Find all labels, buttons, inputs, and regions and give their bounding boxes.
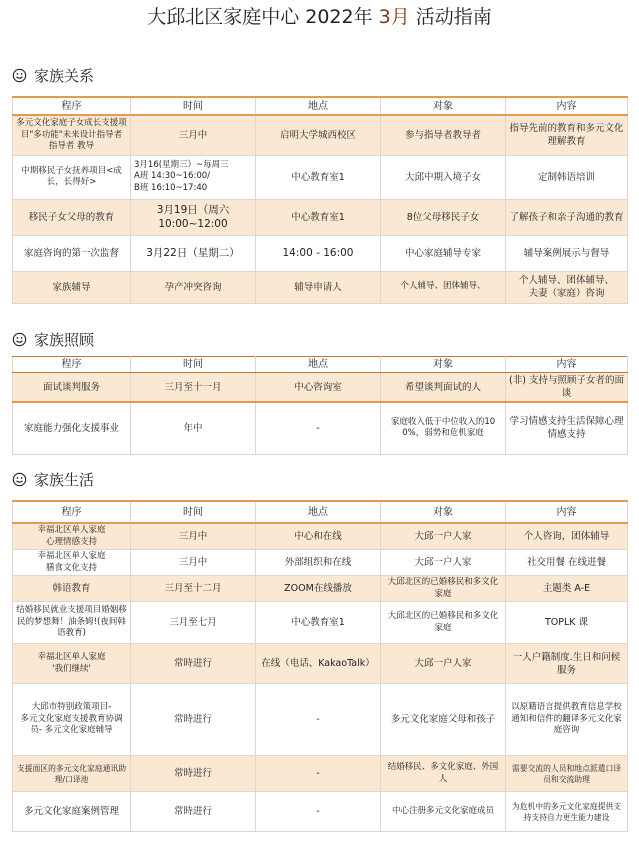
table-row bbox=[13, 199, 628, 235]
cell-program: 支援面区的多元文化家庭通讯助理/口译池 bbox=[13, 756, 131, 792]
cell-place: 中心教育室1 bbox=[256, 199, 381, 235]
cell-program: 韩语教育 bbox=[13, 576, 131, 602]
cell-target: 结婚移民、多文化家庭、外国人 bbox=[381, 756, 506, 792]
col-header-place: 地点 bbox=[256, 357, 381, 373]
cell-program: 幸福北区单人家庭 膳食文化支持 bbox=[13, 550, 131, 576]
cell-place: 在线（电话、KakaoTalk） bbox=[256, 644, 381, 684]
cell-content: 一人户籍制度.生日和问候服务 bbox=[506, 644, 628, 684]
cell-target: 大邱北区的已婚移民和多文化家庭 bbox=[381, 602, 506, 644]
col-header-place: 地点 bbox=[256, 97, 381, 115]
cell-place: 中心教育室1 bbox=[256, 602, 381, 644]
cell-target: 中心家庭辅导专家 bbox=[381, 235, 506, 271]
col-header-time: 时间 bbox=[131, 501, 256, 523]
cell-target: 大邱北区的已婚移民和多文化家庭 bbox=[381, 576, 506, 602]
cell-content: 为危机中的多元文化家庭提供支持支持自力更生能力建设 bbox=[506, 792, 628, 832]
table-row bbox=[13, 684, 628, 756]
table-row bbox=[13, 155, 628, 199]
cell-target: 大邱一户人家 bbox=[381, 644, 506, 684]
cell-time: 常時进行 bbox=[131, 792, 256, 832]
cell-program: 结婚移民就业支援项目婚姻移民的梦想舞！油条姆!(夜间韩语教育) bbox=[13, 602, 131, 644]
col-header-time: 时间 bbox=[131, 357, 256, 373]
cell-target: 大邱一户人家 bbox=[381, 523, 506, 550]
col-header-program: 程序 bbox=[13, 501, 131, 523]
cell-program: 家庭咨询的第一次监督 bbox=[13, 235, 131, 271]
cell-target: 个人辅导、团体辅导、 bbox=[381, 271, 506, 303]
cell-place: ZOOM在线播放 bbox=[256, 576, 381, 602]
table-row bbox=[13, 644, 628, 684]
page-title: 大邱北区家庭中心 2022年 3月 活动指南 bbox=[147, 6, 492, 28]
cell-place: 中心和在线 bbox=[256, 523, 381, 550]
cell-content: TOPLK 课 bbox=[506, 602, 628, 644]
col-header-target: 对象 bbox=[381, 97, 506, 115]
cell-place: 外部组织和在线 bbox=[256, 550, 381, 576]
cell-program: 移民子女父母的教育 bbox=[13, 199, 131, 235]
table-row bbox=[13, 115, 628, 155]
cell-content: 以原籍语言提供教育信息学校通知和信件的翻译多元文化家庭咨询 bbox=[506, 684, 628, 756]
col-header-place: 地点 bbox=[256, 501, 381, 523]
cell-time: 年中 bbox=[131, 402, 256, 454]
table-row bbox=[13, 576, 628, 602]
cell-place: - bbox=[256, 402, 381, 454]
cell-place: 14:00 - 16:00 bbox=[256, 235, 381, 271]
cell-time: 孕产冲突咨询 bbox=[131, 271, 256, 303]
cell-content: 主题类 A-E bbox=[506, 576, 628, 602]
cell-target: 大邱中期入境子女 bbox=[381, 155, 506, 199]
table-row bbox=[13, 523, 628, 550]
table-row bbox=[13, 792, 628, 832]
section-heading-family-relations: 家族关系 bbox=[12, 66, 94, 86]
cell-content: 辅导案例展示与督导 bbox=[506, 235, 628, 271]
cell-content: 学习情感支持生活保障心理情感支持 bbox=[506, 402, 628, 454]
table-row bbox=[13, 756, 628, 792]
col-header-content: 内容 bbox=[506, 97, 628, 115]
cell-time: 常時进行 bbox=[131, 684, 256, 756]
cell-content: 个人咨询，团体辅导 bbox=[506, 523, 628, 550]
cell-target: 8位父母移民子女 bbox=[381, 199, 506, 235]
section-heading-family-care: 家族照顾 bbox=[12, 330, 94, 350]
cell-place: 中心教育室1 bbox=[256, 155, 381, 199]
table-row bbox=[13, 373, 628, 403]
cell-time: 三月中 bbox=[131, 550, 256, 576]
cell-place: 启明大学城西校区 bbox=[256, 115, 381, 155]
table-family-care bbox=[12, 356, 628, 455]
cell-program: 面试谈判服务 bbox=[13, 373, 131, 403]
table-row bbox=[13, 550, 628, 576]
cell-program: 多元文化家庭子女成长支援项目"多功能"未来设计指导者 指导者 教导 bbox=[13, 115, 131, 155]
smiley-icon bbox=[12, 332, 27, 347]
cell-program: 幸福北区单人家庭 '我们继续' bbox=[13, 644, 131, 684]
col-header-target: 对象 bbox=[381, 357, 506, 373]
cell-place: 辅导申请人 bbox=[256, 271, 381, 303]
table-row bbox=[13, 402, 628, 454]
col-header-program: 程序 bbox=[13, 357, 131, 373]
cell-time: 3月16(星期三）~每周三 A班 14:30~16:00/ B班 16:10~17:40 bbox=[131, 155, 256, 199]
cell-program: 大邱市特别政策项目- 多元文化家庭支援教育协调员- 多元文化家庭辅导 bbox=[13, 684, 131, 756]
cell-program: 中期移民子女抚养项目<成长，长得好> bbox=[13, 155, 131, 199]
cell-content: 社交用餐 在线进餐 bbox=[506, 550, 628, 576]
table-row bbox=[13, 235, 628, 271]
cell-target: 大邱一户人家 bbox=[381, 550, 506, 576]
smiley-icon bbox=[12, 68, 27, 83]
cell-time: 三月至十二月 bbox=[131, 576, 256, 602]
cell-target: 多元文化家庭父母和孩子 bbox=[381, 684, 506, 756]
cell-time: 三月至七月 bbox=[131, 602, 256, 644]
cell-place: - bbox=[256, 756, 381, 792]
cell-content: 定制韩语培训 bbox=[506, 155, 628, 199]
cell-place: 中心咨询室 bbox=[256, 373, 381, 403]
cell-target: 参与指导者教导者 bbox=[381, 115, 506, 155]
cell-target: 家庭收入低于中位收入的100%，弱势和危机家庭 bbox=[381, 402, 506, 454]
cell-time: 3月22日（星期二） bbox=[131, 235, 256, 271]
cell-time: 三月至十一月 bbox=[131, 373, 256, 403]
title-month: 3月 bbox=[378, 6, 410, 28]
section-heading-family-life: 家族生活 bbox=[12, 470, 94, 490]
cell-content: 指导先前的教育和多元文化理解教育 bbox=[506, 115, 628, 155]
table-family-relations bbox=[12, 96, 628, 304]
cell-time: 三月中 bbox=[131, 523, 256, 550]
cell-program: 家庭能力强化支援事业 bbox=[13, 402, 131, 454]
cell-target: 中心注册多元文化家庭成员 bbox=[381, 792, 506, 832]
cell-place: - bbox=[256, 684, 381, 756]
col-header-time: 时间 bbox=[131, 97, 256, 115]
cell-target: 希望谈判面试的人 bbox=[381, 373, 506, 403]
col-header-content: 内容 bbox=[506, 501, 628, 523]
cell-time: 常時进行 bbox=[131, 644, 256, 684]
cell-content: 需要交流的人员和地点派遣口译员和交流助理 bbox=[506, 756, 628, 792]
table-row bbox=[13, 602, 628, 644]
col-header-program: 程序 bbox=[13, 97, 131, 115]
cell-content: 个人辅导、团体辅导、 夫妻（家庭）咨询 bbox=[506, 271, 628, 303]
col-header-content: 内容 bbox=[506, 357, 628, 373]
smiley-icon bbox=[12, 472, 27, 487]
cell-time: 三月中 bbox=[131, 115, 256, 155]
cell-program: 家族辅导 bbox=[13, 271, 131, 303]
col-header-target: 对象 bbox=[381, 501, 506, 523]
cell-program: 幸福北区单人家庭 心理情感支持 bbox=[13, 523, 131, 550]
cell-content: 了解孩子和亲子沟通的教育 bbox=[506, 199, 628, 235]
cell-content: (非) 支持与照顾子女者的面谈 bbox=[506, 373, 628, 403]
table-row bbox=[13, 271, 628, 303]
cell-time: 常時进行 bbox=[131, 756, 256, 792]
cell-program: 多元文化家庭案例管理 bbox=[13, 792, 131, 832]
cell-place: - bbox=[256, 792, 381, 832]
cell-time: 3月19日（周六 10:00~12:00 bbox=[131, 199, 256, 235]
table-family-life bbox=[12, 500, 628, 832]
